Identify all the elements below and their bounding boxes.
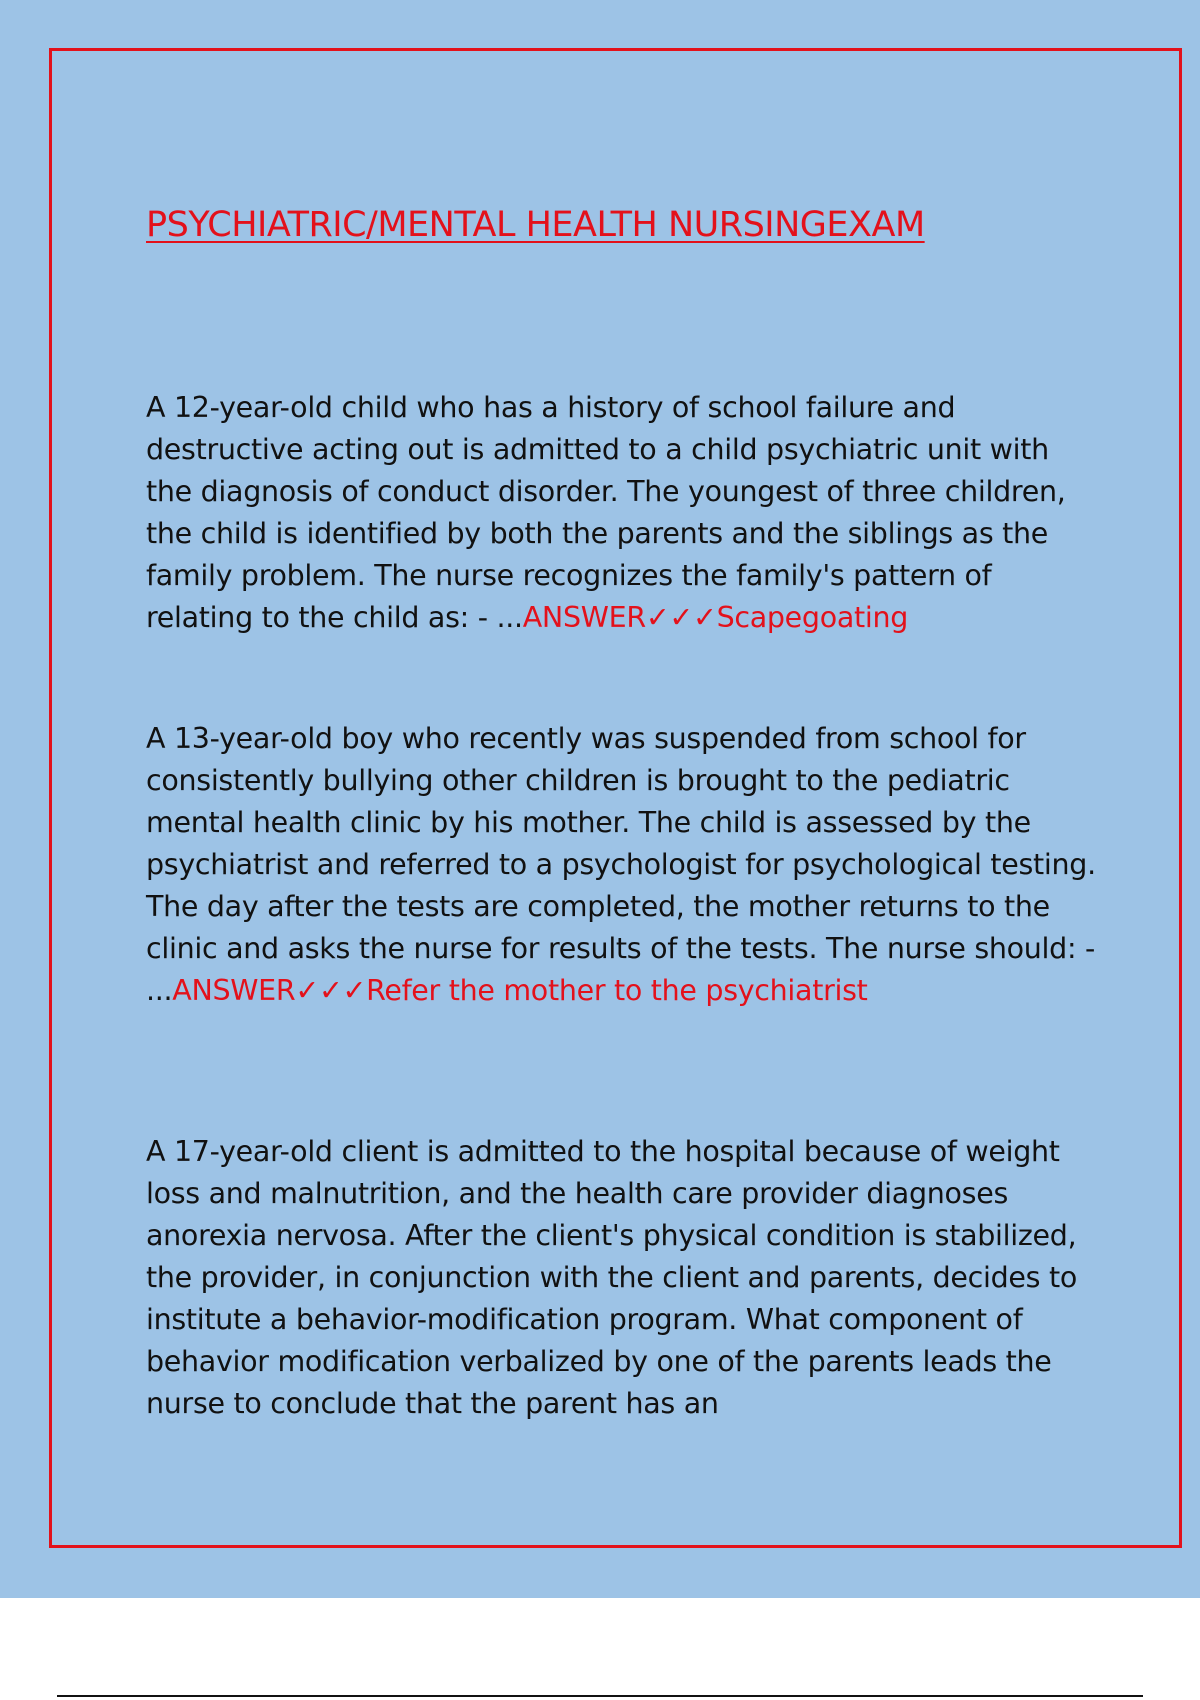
- question-3: [146, 1131, 1096, 1425]
- document-title: PSYCHIATRIC/MENTAL HEALTH NURSINGEXAM: [146, 205, 925, 245]
- question-1-answer: ANSWER✓✓✓Scapegoating: [522, 601, 909, 634]
- question-1: [146, 387, 1096, 639]
- page-divider-line: [57, 1695, 1143, 1697]
- question-1-prompt: A 12-year-old child who has a history of school failure and destructive acting out is admitted to a child psychiatric unit with the diagnosis of conduct disorder. The youngest of three children, the child is identified by both the parents and the siblings as the family problem. The nurse recognizes the family's pattern of relating to the child as: - ...: [146, 391, 1066, 634]
- question-2-prompt: A 13-year-old boy who recently was suspended from school for consistently bullying other children is brought to the pediatric mental health clinic by his mother. The child is assessed by the psychiatrist and referred to a psychologist for psychological testing. The day after the tests are completed, the mother returns to the clinic and asks the nurse for results of the tests. The nurse should: - ...: [146, 722, 1096, 1007]
- question-2: [146, 718, 1096, 1012]
- question-3-prompt: A 17-year-old client is admitted to the hospital because of weight loss and malnutrition, and the health care provider diagnoses anorexia nervosa. After the client's physical condition is stabilized, the provider, in conjunction with the client and parents, decides to institute a behavior-modification program. What component of behavior modification verbalized by one of the parents leads the nurse to conclude that the parent has an: [146, 1135, 1077, 1420]
- question-2-answer: ANSWER✓✓✓Refer the mother to the psychiatrist: [172, 974, 868, 1007]
